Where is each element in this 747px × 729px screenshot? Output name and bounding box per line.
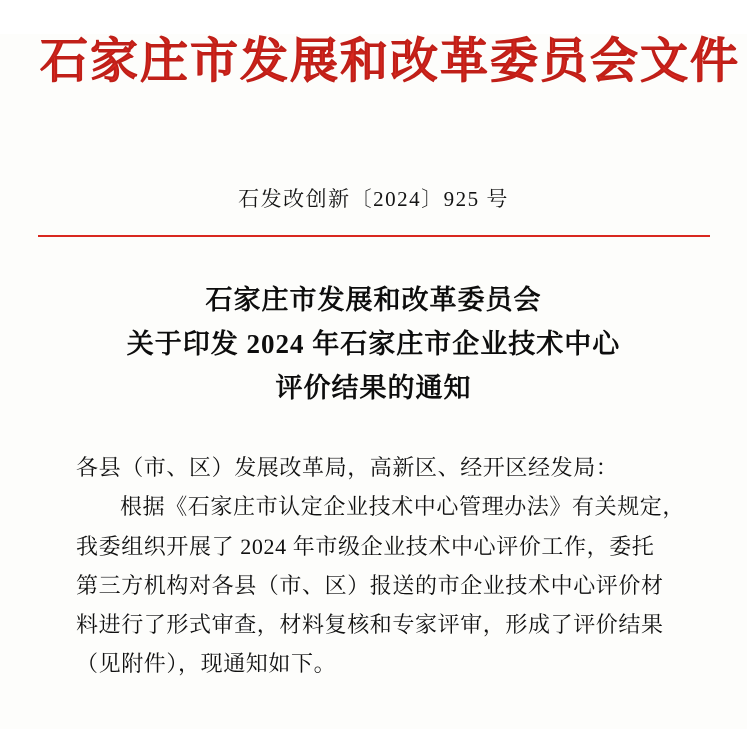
body-line-5: （见附件），现通知如下。: [76, 651, 337, 677]
document-title: [0, 279, 747, 410]
body-line-4: 料进行了形式审查，材料复核和专家评审，形成了评价结果: [76, 611, 664, 637]
body-line-3: 第三方机构对各县（市、区）报送的市企业技术中心评价材: [76, 572, 664, 598]
document-number: 石发改创新〔2024〕925 号: [238, 186, 509, 211]
title-line-2: 关于印发 2024 年石家庄市企业技术中心: [126, 328, 621, 359]
body-line-salutation: 各县（市、区）发展改革局，高新区、经开区经发局：: [76, 455, 619, 481]
body-line-2: 我委组织开展了 2024 年市级企业技术中心评价工作，委托: [76, 533, 655, 559]
title-line-3: 评价结果的通知: [275, 372, 472, 403]
document-body: [0, 448, 747, 683]
document-page: [0, 34, 747, 729]
masthead: [0, 34, 747, 91]
masthead-title: 石家庄市发展和改革委员会文件: [40, 35, 741, 88]
body-line-1: 根据《石家庄市认定企业技术中心管理办法》有关规定，: [120, 494, 686, 520]
document-number-row: [0, 183, 747, 213]
red-divider-rule: [38, 235, 710, 238]
title-line-1: 石家庄市发展和改革委员会: [205, 285, 542, 316]
